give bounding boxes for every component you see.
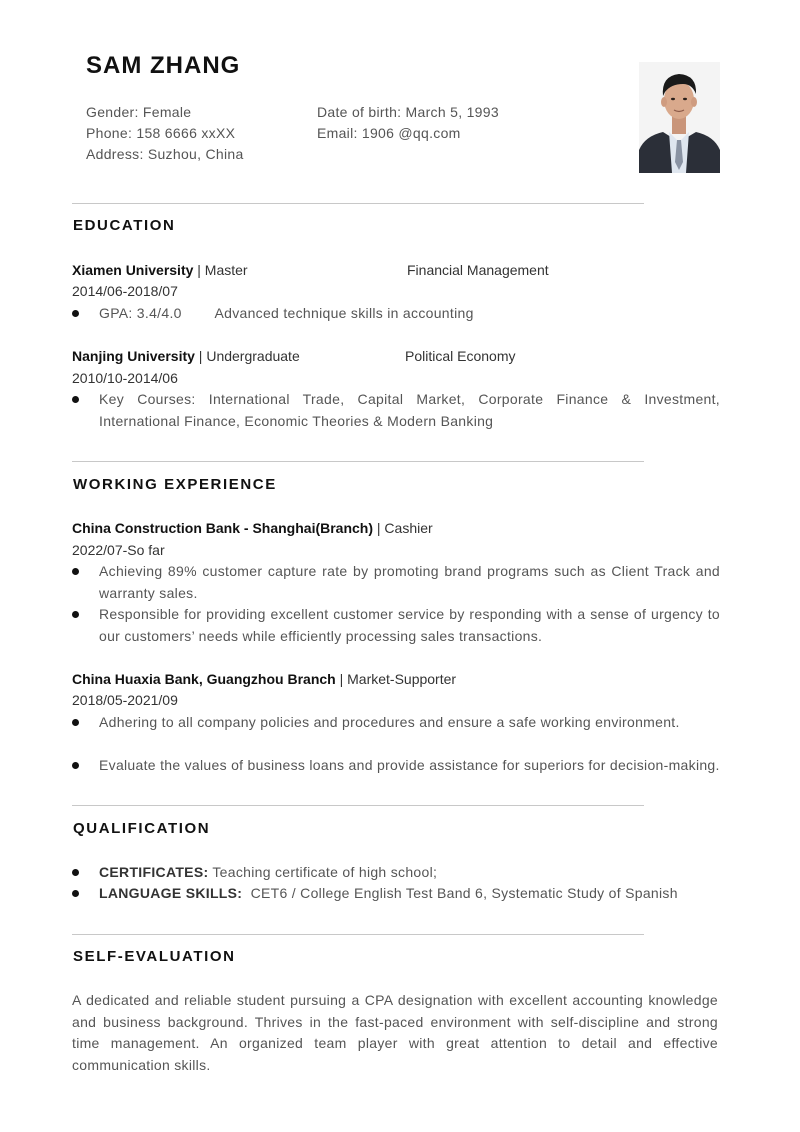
qualification-item	[99, 862, 720, 884]
education-title: EDUCATION	[73, 217, 176, 234]
list-item	[72, 561, 720, 604]
self-evaluation-text: A dedicated and reliable student pursuing a CPA designation with excellent accounting knowledge and business background. Thrives in the fast-paced environment with self-discipline and strong time management. An organized team player with great attention to detail and effective communication skills.	[72, 992, 718, 1074]
list-item	[72, 604, 720, 647]
bullet-text: Achieving 89% customer capture rate by promoting brand programs such as Client Track and warranty sales.	[99, 563, 720, 601]
gender-field: Gender: Female	[86, 104, 192, 120]
bullet-text: GPA: 3.4/4.0 Advanced technique skills in accounting	[99, 305, 474, 321]
list-item	[72, 883, 720, 905]
list-item	[72, 303, 720, 325]
company-name: China Huaxia Bank, Guangzhou Branch	[72, 671, 336, 687]
section-divider	[72, 203, 644, 204]
job-role: | Market-Supporter	[335, 671, 457, 687]
job-dates: 2018/05-2021/09	[72, 692, 178, 708]
job-dates: 2022/07-So far	[72, 542, 165, 558]
section-divider	[72, 461, 644, 462]
list-item	[72, 389, 720, 432]
qualification-label: CERTIFICATES:	[99, 864, 209, 880]
experience-title: WORKING EXPERIENCE	[73, 476, 277, 493]
email-field: Email: 1906 @qq.com	[317, 125, 461, 141]
personal-info-right	[317, 102, 499, 144]
education-entry-2-header	[72, 346, 300, 367]
dob-field: Date of birth: March 5, 1993	[317, 104, 499, 120]
education-dates: 2014/06-2018/07	[72, 283, 178, 299]
profile-photo-illustration	[639, 62, 720, 173]
degree: | Master	[193, 262, 248, 278]
major: Financial Management	[407, 262, 549, 278]
bullet-icon	[72, 890, 79, 897]
qualification-item	[99, 883, 720, 905]
bullet-text: Responsible for providing excellent customer service by responding with a sense of urgency to our customers’ needs while efficiently processing sales transactions.	[99, 606, 720, 644]
address-field: Address: Suzhou, China	[86, 146, 244, 162]
phone-field: Phone: 158 6666 xxXX	[86, 125, 236, 141]
section-divider	[72, 805, 644, 806]
personal-info-left	[86, 102, 244, 165]
company-name: China Construction Bank - Shanghai(Branch)	[72, 520, 374, 536]
self-evaluation-title: SELF-EVALUATION	[73, 948, 236, 965]
list-item	[72, 755, 720, 777]
bullet-icon	[72, 568, 79, 575]
qualification-text: Teaching certificate of high school;	[208, 864, 438, 880]
major: Political Economy	[405, 348, 516, 364]
bullet-icon	[72, 310, 79, 317]
section-divider	[72, 934, 644, 935]
qualification-title: QUALIFICATION	[73, 820, 211, 837]
list-item	[72, 712, 720, 734]
bullet-icon	[72, 396, 79, 403]
job-role: | Cashier	[373, 520, 433, 536]
school-name: Xiamen University	[72, 262, 194, 278]
bullet-text: Adhering to all company policies and procedures and ensure a safe working environment.	[99, 714, 680, 730]
bullet-text: Evaluate the values of business loans and provide assistance for superiors for decision-making.	[99, 757, 720, 773]
list-item	[72, 862, 720, 884]
degree: | Undergraduate	[194, 348, 300, 364]
school-name: Nanjing University	[72, 348, 195, 364]
bullet-icon	[72, 611, 79, 618]
qualification-label: LANGUAGE SKILLS:	[99, 885, 243, 901]
bullet-icon	[72, 719, 79, 726]
job-entry-2-header	[72, 669, 456, 690]
profile-photo	[639, 62, 720, 173]
education-entry-1-header	[72, 260, 248, 281]
bullet-text: Key Courses: International Trade, Capital Market, Corporate Finance & Investment, International Finance, Economic Theories & Modern Banking	[99, 391, 720, 429]
qualification-text: CET6 / College English Test Band 6, Systematic Study of Spanish	[242, 885, 678, 901]
education-dates: 2010/10-2014/06	[72, 370, 178, 386]
candidate-name: SAM ZHANG	[86, 52, 241, 79]
bullet-icon	[72, 869, 79, 876]
job-entry-1-header	[72, 518, 433, 539]
bullet-icon	[72, 762, 79, 769]
